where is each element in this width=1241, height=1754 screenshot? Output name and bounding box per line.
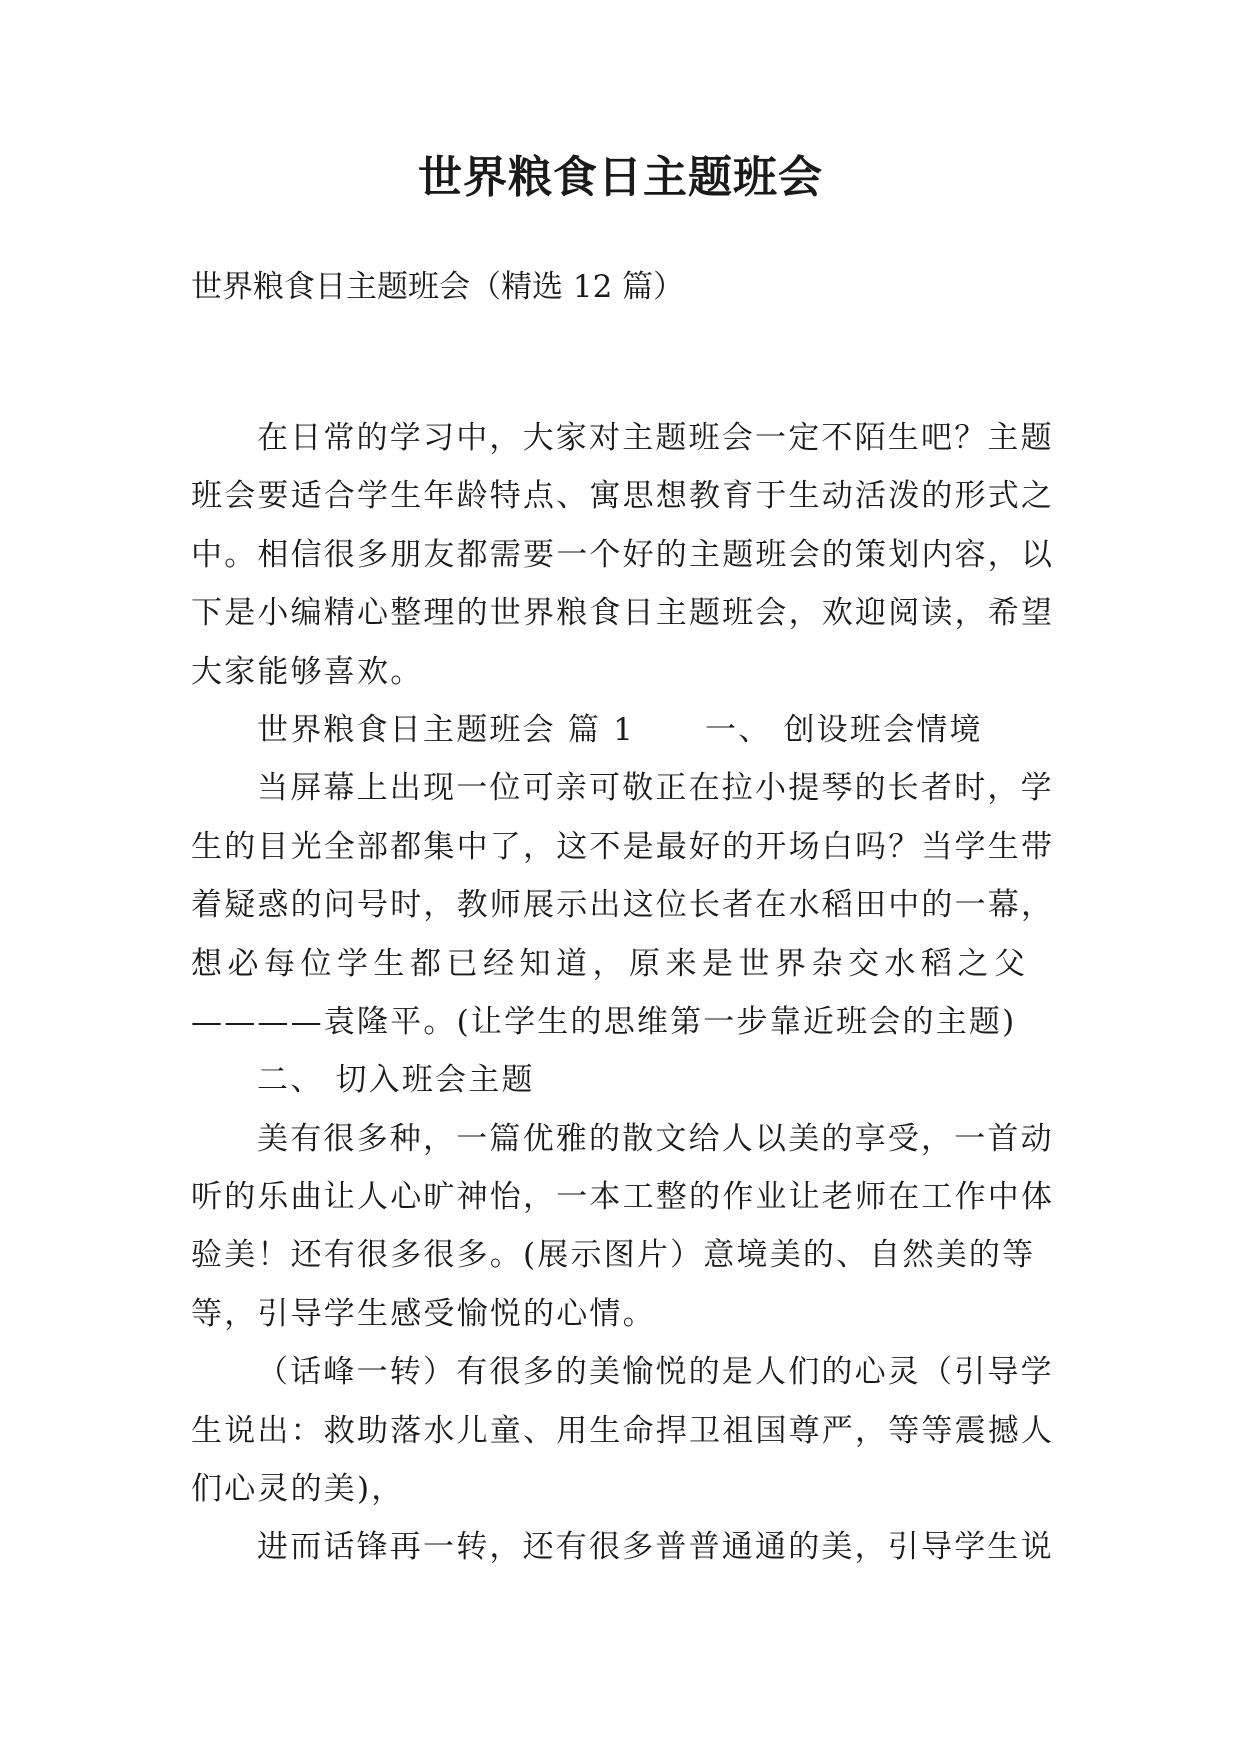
paragraph-line: 大家能够喜欢。 <box>191 653 424 690</box>
paragraph-line: 听的乐曲让人心旷神怡，一本工整的作业让老师在工作中体 <box>191 1179 1055 1216</box>
paragraph-line: 等，引导学生感受愉悦的心情。 <box>191 1295 656 1332</box>
paragraph-line: 班会要适合学生年龄特点、寓思想教育于生动活泼的形式之 <box>191 478 1055 515</box>
paragraph-line: 想必每位学生都已经知道，原来是世界杂交水稻之父 <box>191 945 1031 982</box>
section-heading-line <box>191 701 1071 759</box>
paragraph-line: 着疑惑的问号时，教师展示出这位长者在水稻田中的一幕， <box>191 887 1055 924</box>
section-heading: 一、 创设班会情境 <box>705 711 983 748</box>
paragraph-line: 当屏幕上出现一位可亲可敬正在拉小提琴的长者时，学 <box>257 770 1054 807</box>
paragraph-line: 美有很多种，一篇优雅的散文给人以美的享受，一首动 <box>257 1120 1054 1157</box>
paragraph-line: （话峰一转）有很多的美愉悦的是人们的心灵（引导学 <box>257 1354 1054 1391</box>
paragraph-line: 中。相信很多朋友都需要一个好的主题班会的策划内容，以 <box>191 536 1055 573</box>
document-title: 世界粮食日主题班会 <box>418 152 823 203</box>
paragraph-line: 生说出：救助落水儿童、用生命捍卫祖国尊严，等等震撼人 <box>191 1412 1055 1449</box>
document-subtitle: 世界粮食日主题班会（精选 12 篇） <box>191 269 685 305</box>
document-body <box>191 409 1071 1577</box>
paragraph-line: 下是小编精心整理的世界粮食日主题班会，欢迎阅读，希望 <box>191 595 1055 632</box>
section-heading: 二、 切入班会主题 <box>257 1062 535 1099</box>
paragraph-line: 在日常的学习中，大家对主题班会一定不陌生吧？主题 <box>257 420 1054 456</box>
paragraph-line: 验美！还有很多很多。(展示图片）意境美的、自然美的等 <box>191 1237 1036 1274</box>
paragraph-line: 生的目光全部都集中了，这不是最好的开场白吗？当学生带 <box>191 828 1055 865</box>
article-label: 世界粮食日主题班会 篇 1 <box>257 711 636 748</box>
paragraph-line: 们心灵的美)， <box>191 1471 405 1508</box>
paragraph-line: ————袁隆平。(让学生的思维第一步靠近班会的主题) <box>191 1003 1017 1040</box>
paragraph-line: 进而话锋再一转，还有很多普普通通的美，引导学生说 <box>257 1529 1054 1566</box>
